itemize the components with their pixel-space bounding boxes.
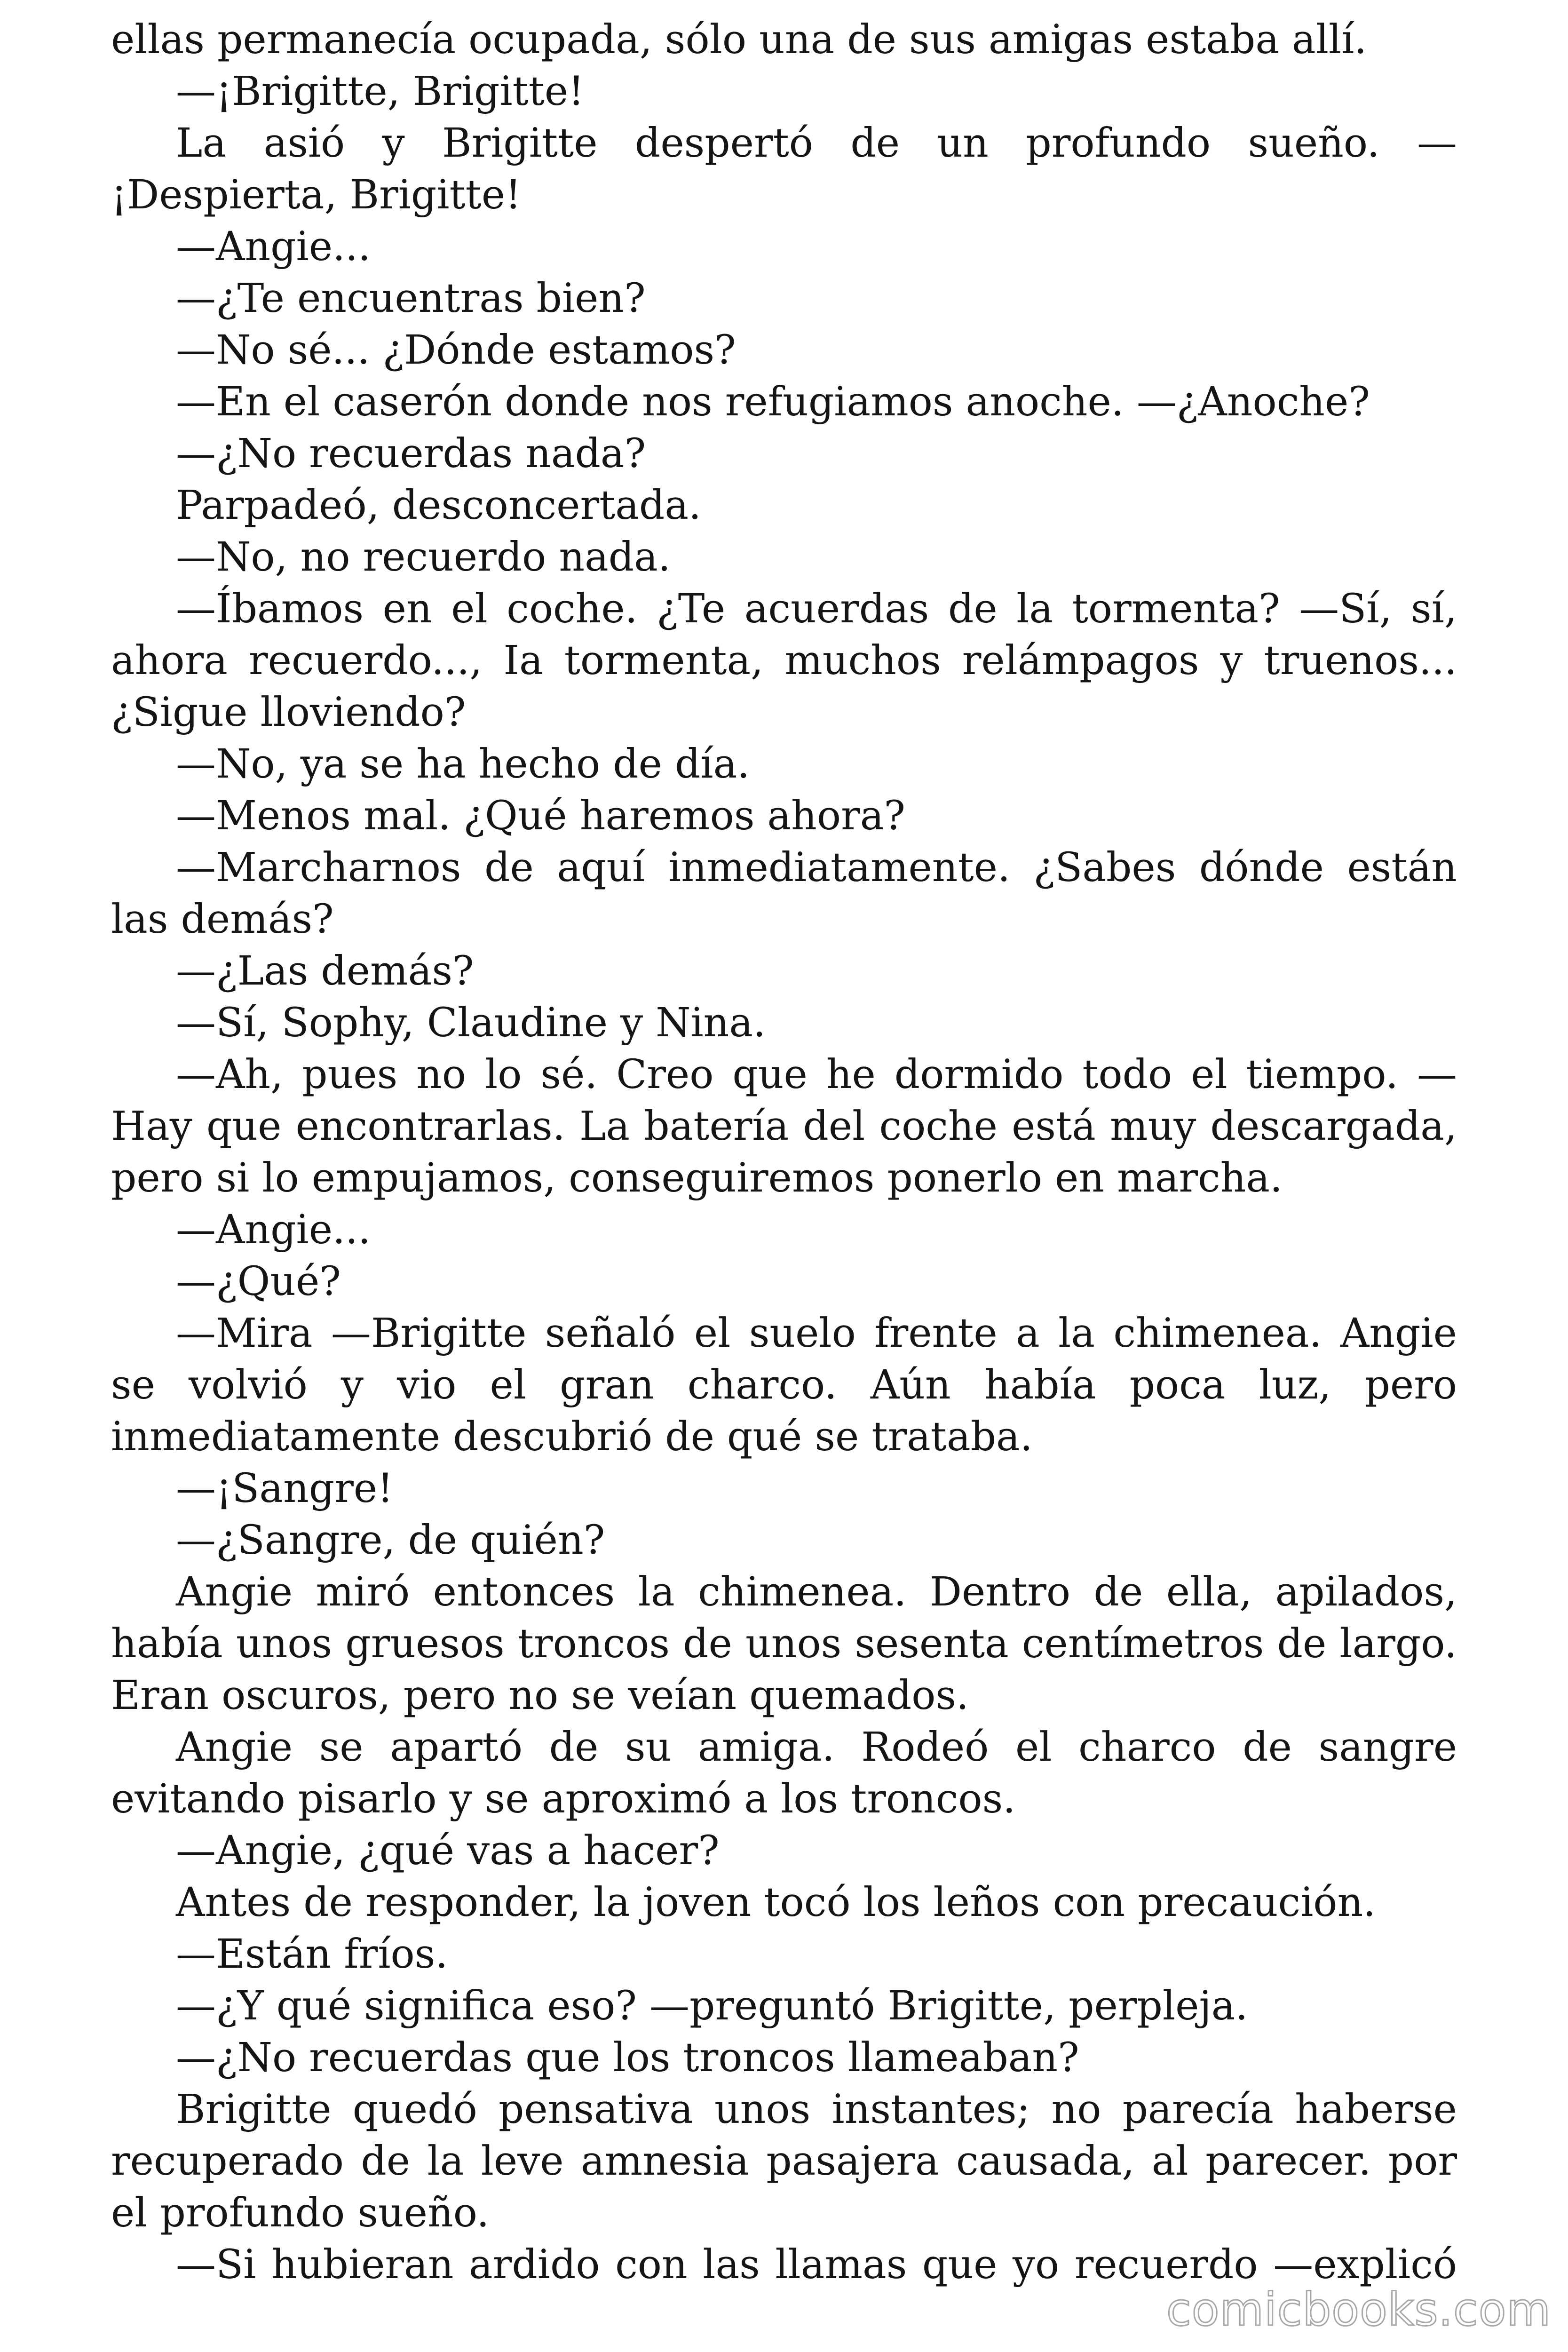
paragraph: —¿Qué? [176,1258,341,1305]
paragraph: Antes de responder, la joven tocó los leños con precaución. [176,1879,1376,1926]
paragraph: —No, no recuerdo nada. [176,534,671,580]
paragraph: —¡Sangre! [176,1465,394,1512]
paragraph: Angie miró entonces la chimenea. Dentro de ella, apilados, había unos gruesos troncos de unos sesenta centímetros de largo. Eran oscuros, pero no se veían quemados. [111,1569,1457,1719]
paragraph: —¿Y qué significa eso? —preguntó Brigitte, perpleja. [176,1983,1248,2029]
paragraph: —No, ya se ha hecho de día. [176,741,750,787]
paragraph: ellas permanecía ocupada, sólo una de sus amigas estaba allí. [111,16,1367,63]
paragraph: —¿Te encuentras bien? [176,275,646,322]
paragraph: —¿No recuerdas nada? [176,430,646,477]
paragraph: —En el caserón donde nos refugiamos anoche. —¿Anoche? [176,379,1370,425]
paragraph: —Si hubieran ardido con las llamas que yo recuerdo —explicó [176,2241,1457,2288]
paragraph: —Ah, pues no lo sé. Creo que he dormido todo el tiempo. —Hay que encontrarlas. La batería del coche está muy descargada, pero si lo empujamos, conseguiremos ponerlo en marcha. [111,1051,1457,1201]
paragraph: —Mira —Brigitte señaló el suelo frente a la chimenea. Angie se volvió y vio el gran charco. Aún había poca luz, pero inmediatamente descubrió de qué se trataba. [111,1310,1457,1460]
paragraph: —¿No recuerdas que los troncos llameaban? [176,2034,1079,2081]
paragraph: —Sí, Sophy, Claudine y Nina. [176,1000,766,1046]
paragraph: Parpadeó, desconcertada. [176,482,702,529]
paragraph: —Menos mal. ¿Qué haremos ahora? [176,793,905,839]
watermark: comicbooks.com [1166,2283,1552,2336]
paragraph: —Íbamos en el coche. ¿Te acuerdas de la tormenta? —Sí, sí, ahora recuerdo..., Ia tormenta, muchos relámpagos y truenos... ¿Sigue lloviendo? [111,586,1457,736]
paragraph: —¿Sangre, de quién? [176,1517,605,1564]
paragraph: Brigitte quedó pensativa unos instantes; no parecía haberse recuperado de la leve amnesia pasajera causada, al parecer. por el profundo sueño. [111,2086,1457,2236]
paragraph: —¡Brigitte, Brigitte! [176,68,585,115]
paragraph: —Marcharnos de aquí inmediatamente. ¿Sabes dónde están las demás? [111,844,1457,943]
paragraph: —¿Las demás? [176,948,474,994]
book-page [111,14,1457,2291]
paragraph: La asió y Brigitte despertó de un profundo sueño. —¡Despierta, Brigitte! [111,120,1457,218]
paragraph: —Angie, ¿qué vas a hacer? [176,1828,720,1874]
paragraph: —Angie... [176,1207,371,1253]
paragraph: —Están fríos. [176,1931,448,1978]
paragraph: —Angie... [176,223,371,270]
paragraph: —No sé... ¿Dónde estamos? [176,327,736,373]
paragraph: Angie se apartó de su amiga. Rodeó el charco de sangre evitando pisarlo y se aproximó a los troncos. [111,1724,1457,1822]
